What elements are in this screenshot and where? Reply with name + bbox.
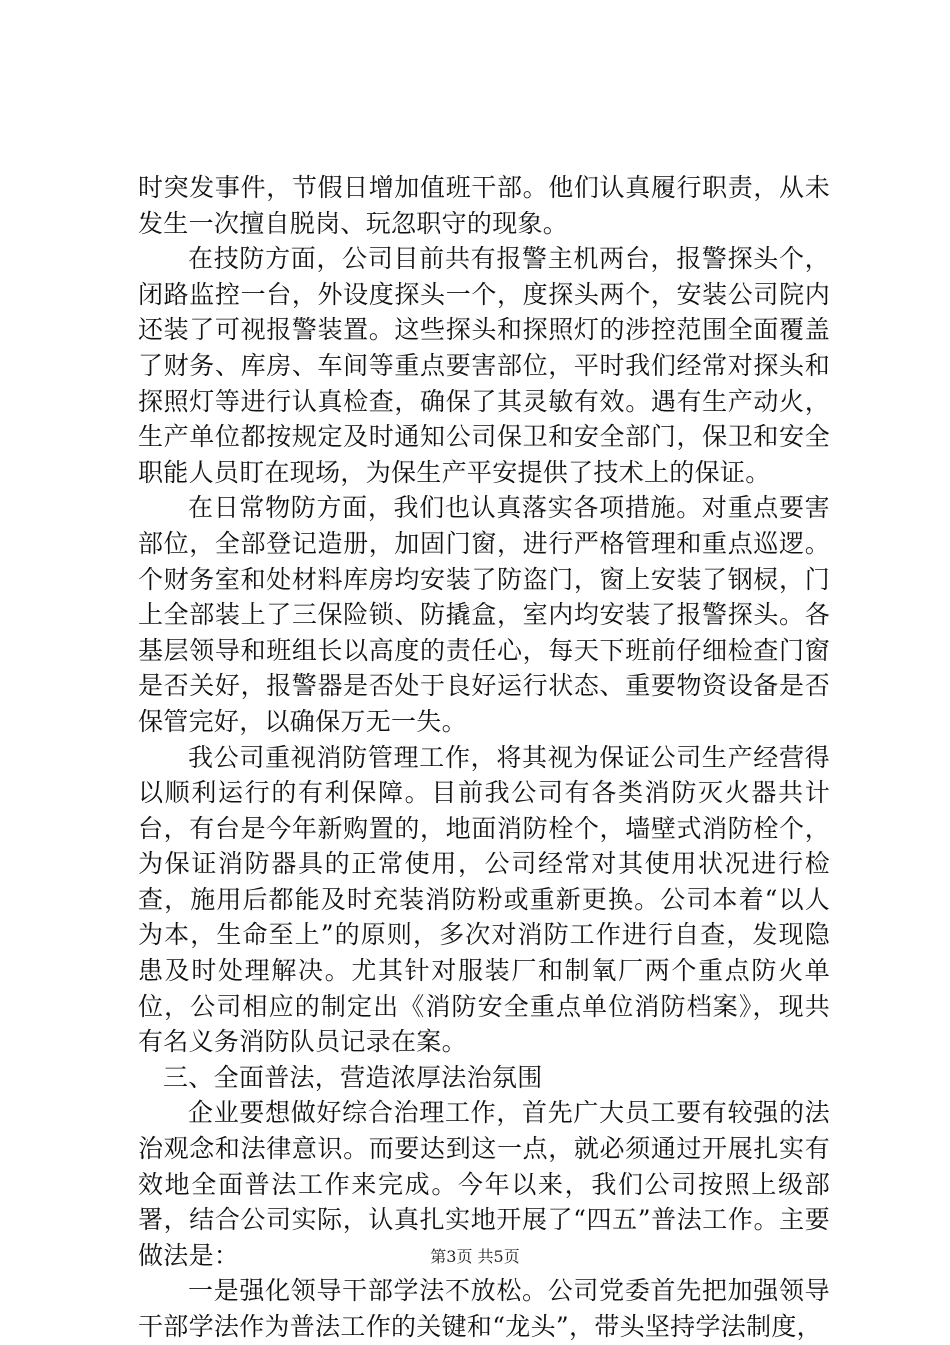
section-heading: 三、全面普法，营造浓厚法治氛围: [163, 1062, 543, 1092]
paragraph-fire-management: 我公司重视消防管理工作，将其视为保证公司生产经营得以顺利运行的有利保障。目前我公司有各类消防灭火器共计台，有台是今年新购置的，地面消防栓个，墙壁式消防栓个，为保证消防器具的正常使用，公司经常对其使用状况进行检查，施用后都能及时充装消防粉或重新更换。公司本着“以人为本，生命至上”的原则，多次对消防工作进行自查，发现隐患及时处理解决。尤其针对服装厂和制氧厂两个重点防火单位，公司相应的制定出《消防安全重点单位消防档案》，现共有名义务消防队员记录在案。: [138, 742, 830, 1057]
paragraph-technical-defense: 在技防方面，公司目前共有报警主机两台，报警探头个，闭路监控一台，外设度探头一个，度探头两个，安装公司院内还装了可视报警装置。这些探头和探照灯的涉控范围全面覆盖了财务、库房、车间等重点要害部位，平时我们经常对探头和探照灯等进行认真检查，确保了其灵敏有效。遇有生产动火，生产单位都按规定及时通知公司保卫和安全部门，保卫和安全职能人员盯在现场，为保生产平安提供了技术上的保证。: [138, 244, 830, 487]
page-number-footer: 第3页 共5页: [430, 1247, 520, 1266]
paragraph-leadership-study: 一是强化领导干部学法不放松。公司党委首先把加强领导干部学法作为普法工作的关键和“龙头”，带头坚持学法制度，: [138, 1276, 830, 1341]
paragraph-physical-defense: 在日常物防方面，我们也认真落实各项措施。对重点要害部位，全部登记造册，加固门窗，进行严格管理和重点巡逻。个财务室和处材料库房均安装了防盗门，窗上安装了钢棂，门上全部装上了三保险锁、防撬盒，室内均安装了报警探头。各基层领导和班组长以高度的责任心，每天下班前仔细检查门窗是否关好，报警器是否处于良好运行状态、重要物资设备是否保管完好，以确保万无一失。: [138, 493, 830, 736]
paragraph-legal-education: 企业要想做好综合治理工作，首先广大员工要有较强的法治观念和法律意识。而要达到这一点，就必须通过开展扎实有效地全面普法工作来完成。今年以来，我们公司按照上级部署，结合公司实际，认真扎实地开展了“四五”普法工作。主要做法是：: [138, 1098, 830, 1270]
paragraph-continuation: 时突发事件，节假日增加值班干部。他们认真履行职责，从未发生一次擅自脱岗、玩忽职守的现象。: [138, 173, 830, 238]
document-body: [138, 170, 830, 1345]
